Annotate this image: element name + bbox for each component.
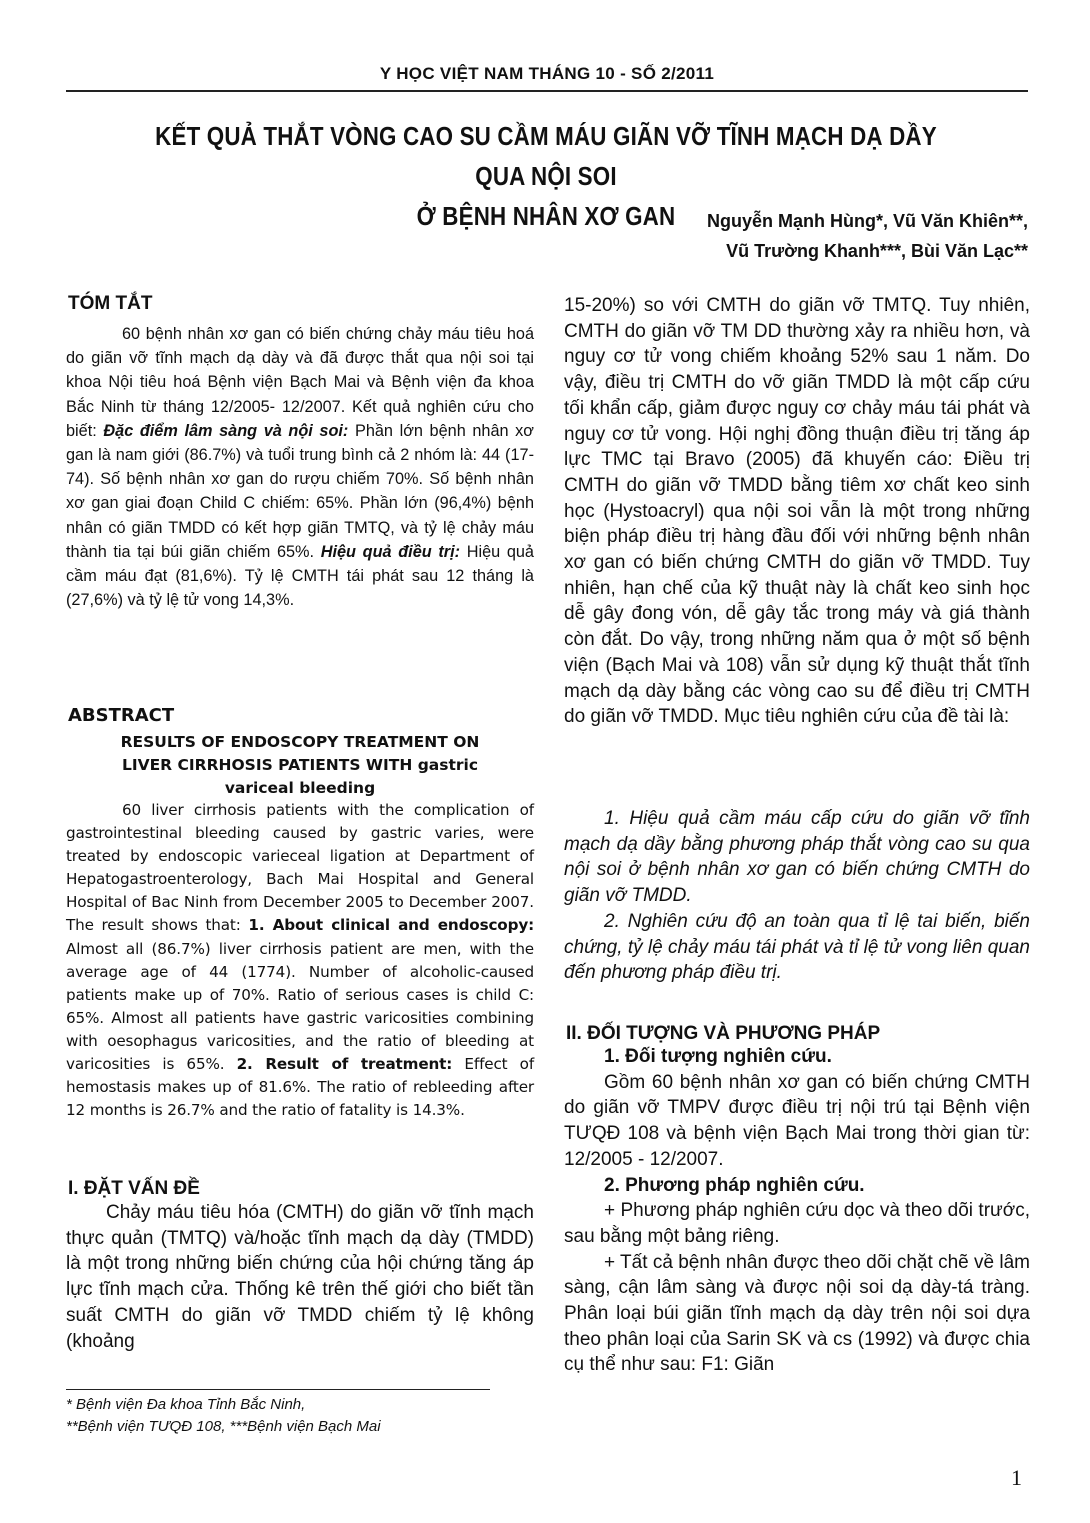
abstract-text-2: Almost all (86.7%) liver cirrhosis patient are men, with the average age of 44 (1774). Number of alcoholic-caused patients make up of 70%. Ratio of serious cases is child C: 65%. Almost all patients have gastric varicosities combining with oesophagus varicosities, and the ratio of bleeding at varicosities is 65%. xyxy=(66,939,534,1074)
abstract-subtitle-line-1: RESULTS OF ENDOSCOPY TREATMENT ON xyxy=(120,733,480,751)
footnotes xyxy=(66,1394,536,1438)
abstract-subtitle-line-2: LIVER CIRRHOSIS PATIENTS WITH gastric xyxy=(121,756,479,774)
subsection-1-heading: 1. Đối tượng nghiên cứu. xyxy=(604,1046,832,1067)
running-head: Y HỌC VIỆT NAM THÁNG 10 - SỐ 2/2011 xyxy=(379,64,715,83)
footnote-2: **Bệnh viện TƯQĐ 108, ***Bệnh viện Bạch Mai xyxy=(66,1418,381,1435)
abstract-label-treatment: 2. Result of treatment: xyxy=(236,1055,453,1074)
intro-text-right: 15-20%) so với CMTH do giãn vỡ TMTQ. Tuy nhiên, CMTH do giãn vỡ TM DD thường xảy ra nhiều hơn, và nguy cơ tử vong chiếm khoảng 52% sau 1 năm. Do vậy, điều trị CMTH do vỡ giãn TMDD là một cấp cứu tối khẩn cấp, giảm được nguy cơ chảy máu tái phát và nguy cơ tử vong. Hội nghị đồng thuận điều trị tăng áp lực TMC tại Bravo (2005) đã khuyến cáo: Điều trị CMTH do giãn vỡ TMDD bằng tiêm xơ chất keo sinh học (Hystoacryl) qua nội soi vẫn là một trong những biện pháp điều trị hàng đầu đối với những bệnh nhân xơ gan có biến chứng CMTH do giãn vỡ TMDD. Tuy nhiên, hạn chế của kỹ thuật này là chất keo sinh học dễ gây đong vón, dễ gây tắc trong máy và giá thành còn đắt. Do vậy, trong những năm qua ở một số bệnh viện (Bạch Mai và 108) vẫn sử dụng kỹ thuật thắt tĩnh mạch dạ dày bằng các vòng cao su để điều trị CMTH do giãn vỡ TMDD. Mục tiêu nghiên cứu của đề tài là: xyxy=(564,295,1030,728)
subsection-1-text: Gồm 60 bệnh nhân xơ gan có biến chứng CMTH do giãn vỡ TMPV được điều trị nội trú tại Bệnh viện TƯQĐ 108 và bệnh viện Bạch Mai trong thời gian từ: 12/2005 - 12/2007. xyxy=(564,1071,1030,1170)
authors-line-1: Nguyễn Mạnh Hùng*, Vũ Văn Khiên**, xyxy=(706,211,1028,231)
objective-1: 1. Hiệu quả cầm máu cấp cứu do giãn vỡ tĩnh mạch dạ dầy bằng phương pháp thắt vòng cao su qua nội soi ở bệnh nhân xơ gan có biến chứng CMTH do giãn vỡ TMDD. xyxy=(564,808,1030,907)
method-text-2: + Tất cả bệnh nhân được theo dõi chặt chẽ về lâm sàng, cận lâm sàng và được nội soi dạ dày-tá tràng. Phân loại búi giãn tĩnh mạch dạ dày trên nội soi dựa theo phân loại của Sarin SK và cs (1992) và được chia cụ thể như sau: F1: Giãn xyxy=(564,1251,1030,1376)
objective-2: 2. Nghiên cứu độ an toàn qua tỉ lệ tai biến, biến chứng, tỷ lệ chảy máu tái phát và tỉ lệ tử vong liên quan đến phương pháp điều trị. xyxy=(564,910,1030,984)
abstract-text-3: Effect of hemostasis makes up of 81.6%. The ratio of rebleeding after 12 months is 26.7% and the ratio of fatality is 14.3%. xyxy=(66,1055,535,1120)
section-2-body xyxy=(564,1044,1030,1378)
intro-paragraph-left xyxy=(66,1200,534,1354)
title-line-2: Ở BỆNH NHÂN XƠ GAN xyxy=(416,201,676,231)
tom-tat-text-1: 60 bệnh nhân xơ gan có biến chứng chảy máu tiêu hoá do giãn vỡ tĩnh mạch dạ dày và đã được thắt qua nội soi tại khoa Nội tiêu hoá Bệnh viện Bạch Mai và Bệnh viện đa khoa Bắc Ninh từ tháng 12/2005- 12/2007. Kết quả nghiên cứu cho biết: xyxy=(66,325,534,440)
abstract-subtitle xyxy=(66,731,534,800)
section-2-heading: II. ĐỐI TƯỢNG VÀ PHƯƠNG PHÁP xyxy=(566,1023,881,1044)
tom-tat-label-clinical: Đặc điểm lâm sàng và nội soi: xyxy=(103,421,349,440)
page-number: 1 xyxy=(1011,1465,1022,1490)
tom-tat-label-treatment: Hiệu quả điều trị: xyxy=(320,542,461,561)
title-line-1: KẾT QUẢ THẮT VÒNG CAO SU CẦM MÁU GIÃN VỠ TĨNH MẠCH DẠ DẦY QUA NỘI SOI xyxy=(155,121,937,191)
objectives xyxy=(564,806,1030,986)
tom-tat-body xyxy=(66,322,534,612)
abstract-label-clinical: 1. About clinical and endoscopy: xyxy=(248,916,534,935)
footnote-1: * Bệnh viện Đa khoa Tỉnh Bắc Ninh, xyxy=(66,1396,306,1413)
abstract-subtitle-line-3: variceal bleeding xyxy=(224,779,376,797)
footnote-rule xyxy=(66,1389,490,1390)
section-1-heading: I. ĐẶT VẤN ĐỀ xyxy=(68,1178,200,1199)
subsection-2-heading: 2. Phương pháp nghiên cứu. xyxy=(604,1174,865,1196)
authors xyxy=(707,206,1028,266)
tom-tat-heading: TÓM TẮT xyxy=(68,293,153,314)
tom-tat-text-3: Hiệu quả cầm máu đạt (81,6%). Tỷ lệ CMTH tái phát sau 12 tháng là (27,6%) và tỷ lệ tử vong 14,3%. xyxy=(66,542,534,610)
tom-tat-text-2: Phần lớn bệnh nhân xơ gan là nam giới (86.7%) và tuổi trung bình cả 2 nhóm là: 44 (17- 74). Số bệnh nhân xơ gan do rượu chiếm 70%. Số bệnh nhân xơ gan giai đoạn Child C chiếm: 65%. Phần lớn (96,4%) bệnh nhân có giãn TMDD có kết hợp giãn TMTQ, và tỷ lệ chảy máu thành tia tại búi giãn chiếm 65%. xyxy=(66,421,534,561)
intro-text-left: Chảy máu tiêu hóa (CMTH) do giãn vỡ tĩnh mạch thực quản (TMTQ) và/hoặc tĩnh mạch dạ dày (TMDD) là một trong những biến chứng của hội chứng tăng áp lực tĩnh mạch cửa. Thống kê trên thế giới cho biết tần suất CMTH do giãn vỡ TMDD chiếm tỷ lệ không (khoảng xyxy=(66,1202,534,1352)
abstract-heading: ABSTRACT xyxy=(68,705,175,726)
abstract-body xyxy=(66,799,534,1122)
abstract-text-1: 60 liver cirrhosis patients with the complication of gastrointestinal bleeding caused by gastric varies, were treated by endoscopic varieceal ligation at Department of Hepatogastroenterology, Bach Mai Hospital and General Hospital of Bac Ninh from December 2005 to December 2007. The result shows that: xyxy=(66,801,534,935)
intro-paragraph-right xyxy=(564,293,1030,730)
authors-line-2: Vũ Trường Khanh***, Bùi Văn Lạc** xyxy=(726,241,1028,261)
header-rule xyxy=(66,90,1028,92)
method-text-1: + Phương pháp nghiên cứu dọc và theo dõi trước, sau bằng một bảng riêng. xyxy=(564,1200,1030,1247)
